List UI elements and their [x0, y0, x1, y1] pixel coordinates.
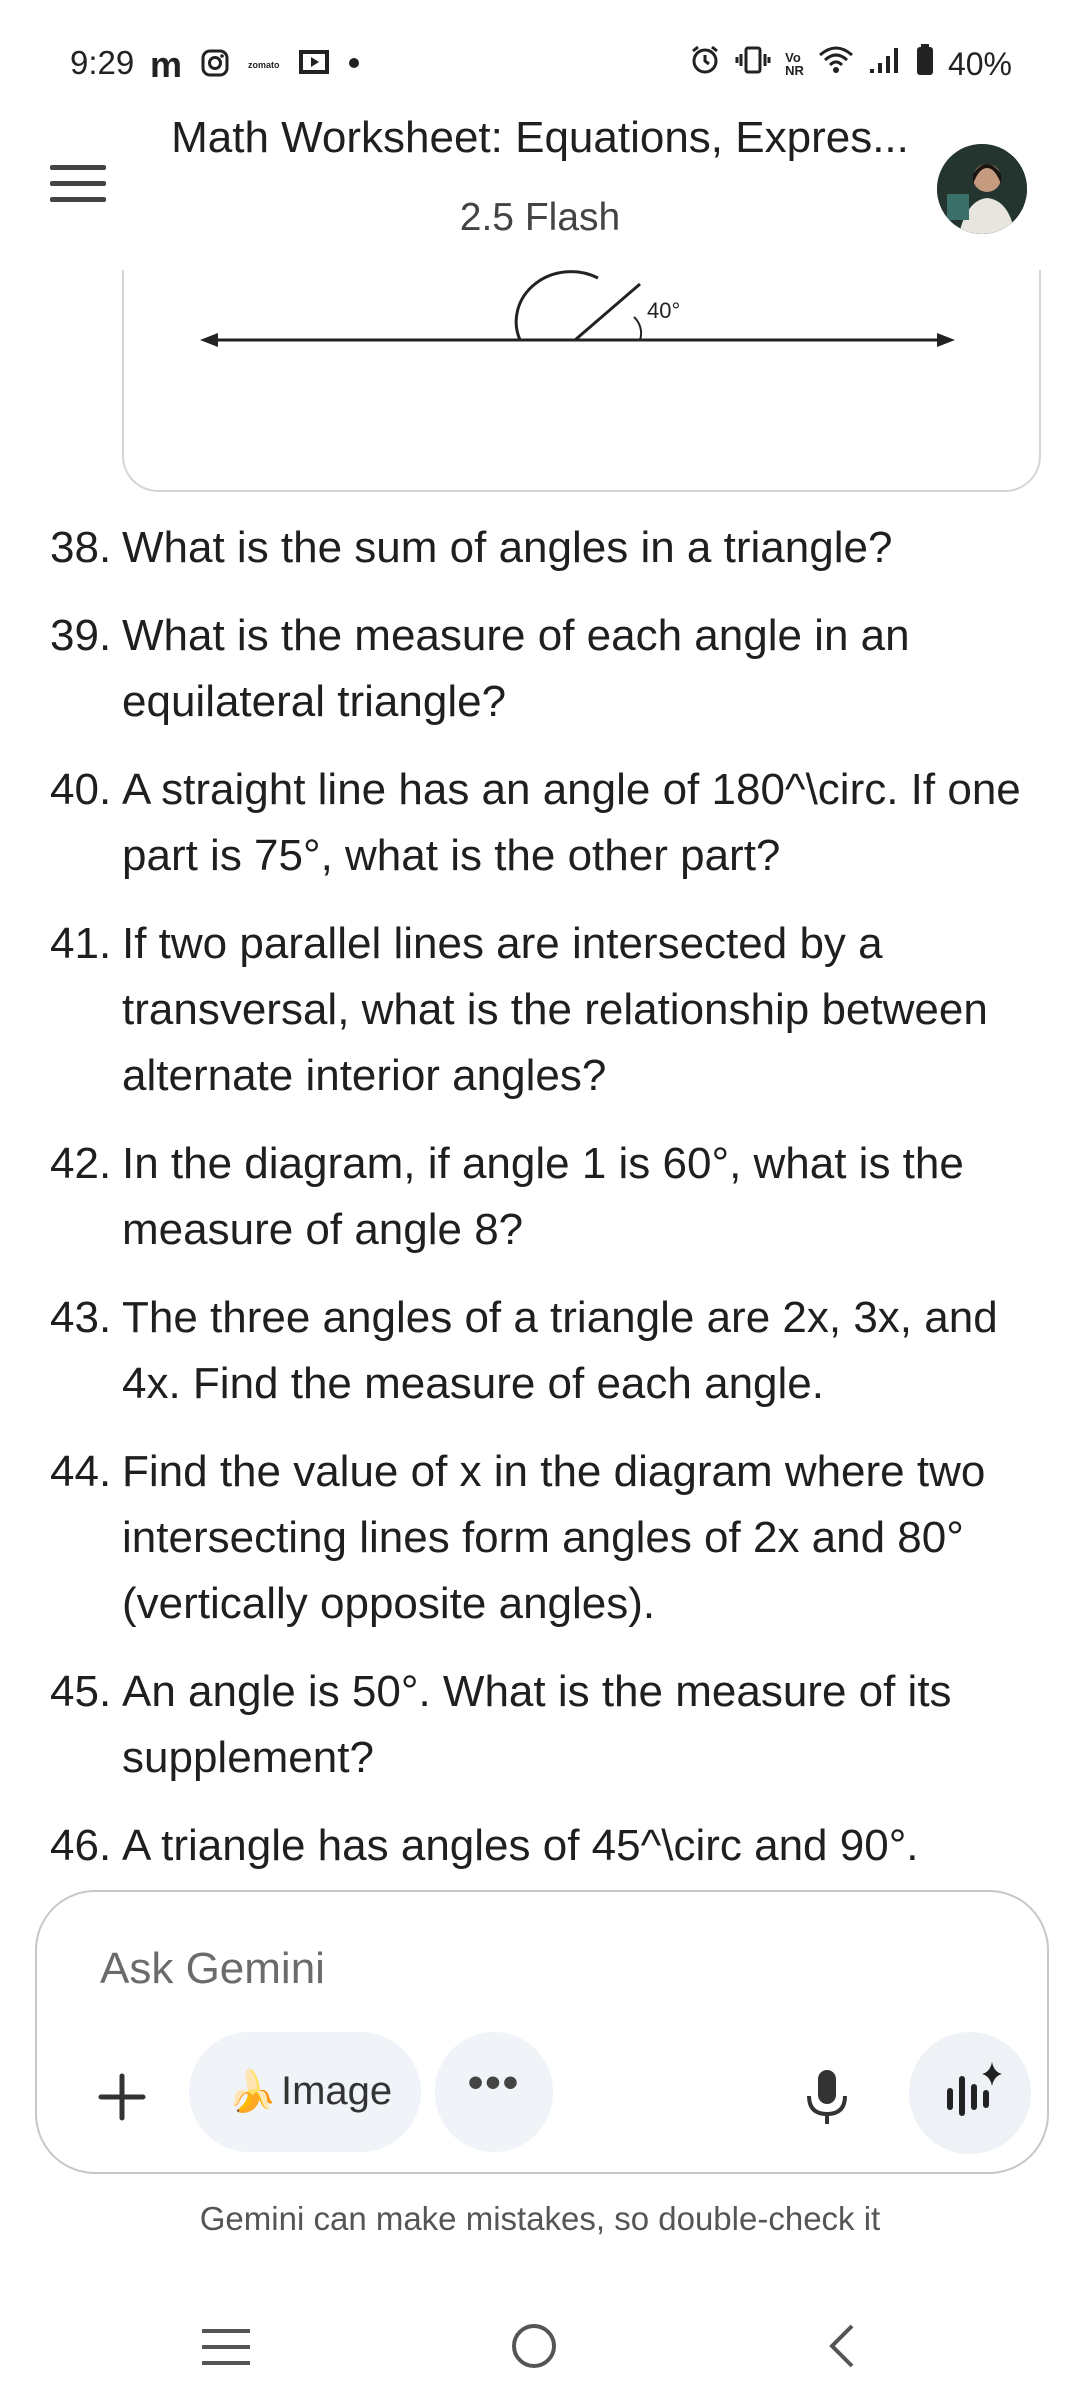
ray-line: [575, 284, 640, 340]
question-text: What is the measure of each angle in an equilateral triangle?: [122, 611, 910, 726]
list-item: [50, 911, 1050, 1109]
status-notification-icons: [150, 44, 360, 86]
question-number: 45.: [50, 1667, 112, 1716]
vonr-icon: Vo NR: [785, 50, 804, 78]
question-list: [50, 515, 1050, 1901]
question-number: 46.: [50, 1821, 112, 1870]
status-bar: [0, 0, 1080, 120]
home-icon[interactable]: [510, 2322, 558, 2370]
instagram-icon: [200, 48, 230, 83]
battery-percent: 40%: [947, 45, 1012, 82]
question-number: 44.: [50, 1447, 112, 1496]
more-dots-icon: •••: [467, 2058, 521, 2107]
prompt-composer: [35, 1890, 1049, 2174]
question-text: A straight line has an angle of 180^\circ. If one part is 75°, what is the other part?: [122, 765, 1021, 880]
tv-play-icon: [298, 48, 330, 83]
menu-icon[interactable]: [50, 165, 106, 209]
angle-label: 40°: [647, 298, 681, 323]
list-item: [50, 1131, 1050, 1263]
list-item: [50, 603, 1050, 735]
vibrate-icon: [735, 45, 771, 83]
prompt-input[interactable]: Ask Gemini: [100, 1944, 325, 1993]
list-item: [50, 1659, 1050, 1791]
left-arrowhead: [200, 333, 218, 347]
question-text: What is the sum of angles in a triangle?: [122, 523, 893, 572]
question-number: 43.: [50, 1293, 112, 1342]
question-number: 38.: [50, 523, 112, 572]
question-text: In the diagram, if angle 1 is 60°, what is the measure of angle 8?: [122, 1139, 964, 1254]
list-item: [50, 1439, 1050, 1637]
question-number: 39.: [50, 611, 112, 660]
recents-icon[interactable]: [200, 2325, 252, 2369]
battery-icon: [916, 44, 934, 84]
disclaimer-text: Gemini can make mistakes, so double-check it: [199, 2200, 881, 2237]
live-spark-icon[interactable]: [909, 2032, 1031, 2154]
banana-icon: 🍌: [227, 2070, 277, 2114]
alarm-icon: [689, 44, 721, 84]
question-number: 42.: [50, 1139, 112, 1188]
angle-diagram: [0, 270, 1080, 370]
right-arrowhead: [937, 333, 955, 347]
question-text: If two parallel lines are intersected by a transversal, what is the relationship between alternate interior angles?: [122, 919, 988, 1100]
conversation-title[interactable]: Math Worksheet: Equations, Expres...: [171, 113, 909, 162]
dot-icon: [348, 56, 360, 74]
question-text: The three angles of a triangle are 2x, 3x, and 4x. Find the measure of each angle.: [122, 1293, 998, 1408]
avatar[interactable]: [937, 144, 1027, 234]
list-item: [50, 1813, 1050, 1879]
signal-icon: [868, 45, 902, 83]
status-system-icons: [689, 44, 1012, 84]
wifi-icon: [818, 45, 854, 83]
list-item: [50, 757, 1050, 889]
image-button[interactable]: [189, 2032, 421, 2152]
question-text: Find the value of x in the diagram where two intersecting lines form angles of 2x and 80° (vertically opposite angles).: [122, 1447, 986, 1628]
image-button-label: Image: [281, 2069, 393, 2113]
back-icon[interactable]: [822, 2322, 862, 2370]
list-item: [50, 1285, 1050, 1417]
question-number: 40.: [50, 765, 112, 814]
plus-icon[interactable]: [87, 2062, 157, 2132]
model-selector[interactable]: 2.5 Flash: [459, 196, 621, 239]
app-m-icon: m: [150, 44, 183, 85]
status-time: 9:29: [70, 44, 135, 81]
question-text: A triangle has angles of 45^\circ and 90°.: [122, 1821, 919, 1870]
more-options-button[interactable]: [435, 2032, 553, 2152]
angle-arc-small: [634, 317, 641, 340]
system-nav-bar: [0, 2300, 1080, 2392]
question-number: 41.: [50, 919, 112, 968]
mic-icon[interactable]: [797, 2062, 857, 2132]
zomato-icon: zomato: [248, 60, 280, 70]
question-text: An angle is 50°. What is the measure of its supplement?: [122, 1667, 952, 1782]
list-item: [50, 515, 1050, 581]
